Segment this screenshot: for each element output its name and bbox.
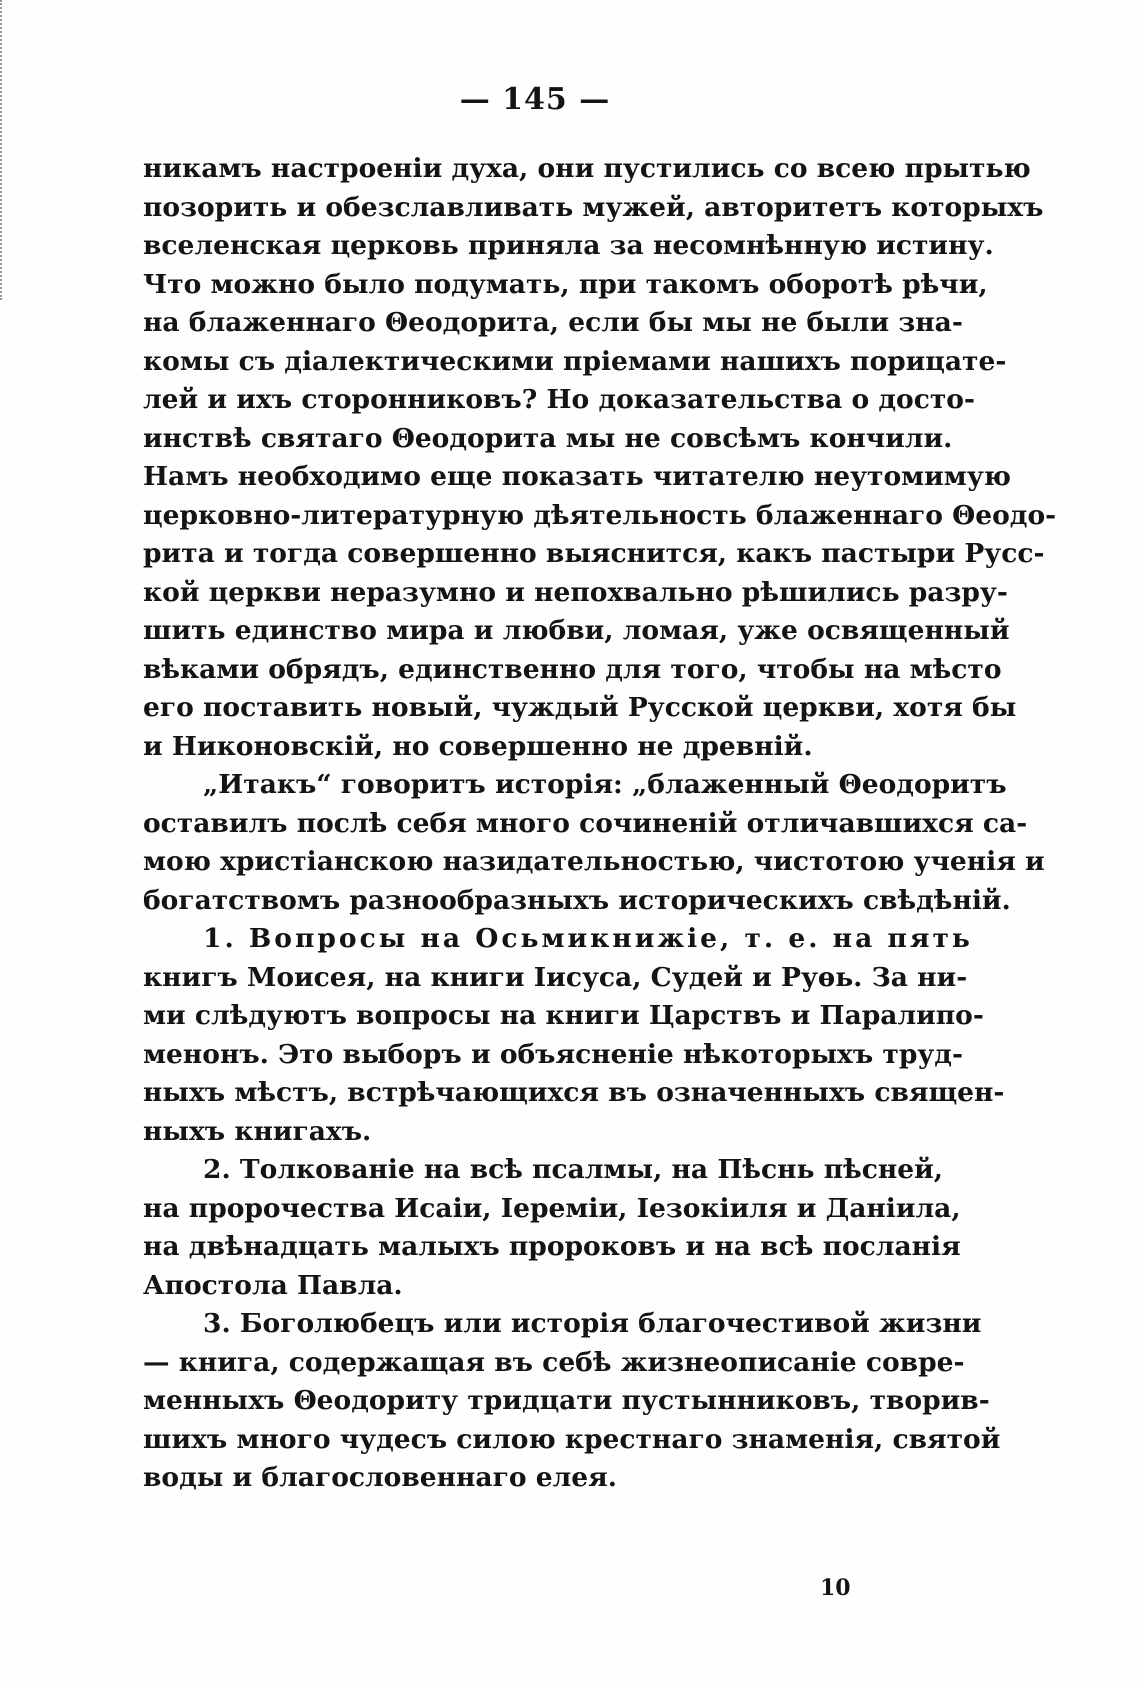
page-number: — 145 — bbox=[459, 82, 611, 117]
text-line: оставилъ послѣ себя много сочиненій отличавшихся са- bbox=[143, 807, 1028, 839]
list-item-2: 2. Толкованіе на всѣ псалмы, на Пѣснь пѣсней, bbox=[203, 1154, 944, 1185]
text-line: вселенская церковь приняла за несомнѣнную истину. bbox=[143, 230, 994, 261]
text-line: воды и благословеннаго елея. bbox=[143, 1462, 617, 1493]
text-line: „Итакъ“ говоритъ исторія: „блаженный Θеодоритъ bbox=[203, 769, 1007, 800]
text-line: никамъ настроеніи духа, они пустились со всею прытью bbox=[143, 153, 1031, 184]
text-line: на пророчества Исаіи, Іереміи, Іезокіиля и Даніила, bbox=[143, 1192, 961, 1224]
text-line: Что можно было подумать, при такомъ оборотѣ рѣчи, bbox=[143, 268, 988, 300]
text-line: Намъ необходимо еще показать читателю неутомимую bbox=[143, 461, 1011, 492]
text-line: богатствомъ разнообразныхъ историческихъ свѣдѣній. bbox=[143, 884, 1011, 916]
text-line: вѣками обрядъ, единственно для того, чтобы на мѣсто bbox=[143, 653, 1002, 685]
text-line: кой церкви неразумно и непохвально рѣшились разру- bbox=[143, 576, 1008, 608]
list-item-1: 1. Вопросы на Осьмикнижіе, т. е. на пять bbox=[203, 923, 973, 954]
text-line: менныхъ Θеодориту тридцати пустынниковъ, творив- bbox=[143, 1385, 990, 1416]
text-line: ныхъ мѣстъ, встрѣчающихся въ означенныхъ священ- bbox=[143, 1077, 1005, 1108]
text-line: на двѣнадцать малыхъ пророковъ и на всѣ посланія bbox=[143, 1231, 961, 1262]
text-line: книгъ Моисея, на книги Іисуса, Судей и Руѳь. За ни- bbox=[143, 961, 968, 993]
text-line: его поставить новый, чуждый Русской церкви, хотя бы bbox=[143, 692, 1017, 723]
text-line: лей и ихъ сторонниковъ? Но доказательства о досто- bbox=[143, 384, 975, 415]
text-line: на блаженнаго Θеодорита, если бы мы не были зна- bbox=[143, 307, 963, 338]
text-line: Апостола Павла. bbox=[143, 1269, 403, 1301]
text-line: ми слѣдуютъ вопросы на книги Царствъ и Паралипо- bbox=[143, 1000, 984, 1031]
text-line: — книга, содержащая въ себѣ жизнеописаніе совре- bbox=[143, 1346, 965, 1378]
body-text bbox=[143, 150, 1057, 1498]
text-line: комы съ діалектическими пріемами нашихъ порицате- bbox=[143, 345, 1007, 377]
text-line: церковно-литературную дѣятельность блаженнаго Θеодо- bbox=[143, 499, 1057, 531]
text-line: шихъ много чудесъ силою крестнаго знаменія, святой bbox=[143, 1423, 1001, 1455]
text-line: инствѣ святаго Θеодорита мы не совсѣмъ кончили. bbox=[143, 422, 953, 454]
text-line: шить единство мира и любви, ломая, уже освященный bbox=[143, 615, 1010, 646]
text-line: позорить и обезславливать мужей, авторитетъ которыхъ bbox=[143, 191, 1044, 223]
text-line: и Никоновскій, но совершенно не древній. bbox=[143, 730, 813, 762]
text-line: мою христіанскою назидательностью, чистотою ученія и bbox=[143, 846, 1045, 877]
text-line: рита и тогда совершенно выяснится, какъ пастыри Русс- bbox=[143, 538, 1045, 569]
text-line: менонъ. Это выборъ и объясненіе нѣкоторыхъ труд- bbox=[143, 1038, 963, 1070]
list-item-3: 3. Боголюбецъ или исторія благочестивой жизни bbox=[203, 1308, 982, 1339]
text-line: ныхъ книгахъ. bbox=[143, 1115, 372, 1147]
scan-edge-marks bbox=[0, 0, 5, 300]
signature-mark: 10 bbox=[820, 1575, 851, 1601]
